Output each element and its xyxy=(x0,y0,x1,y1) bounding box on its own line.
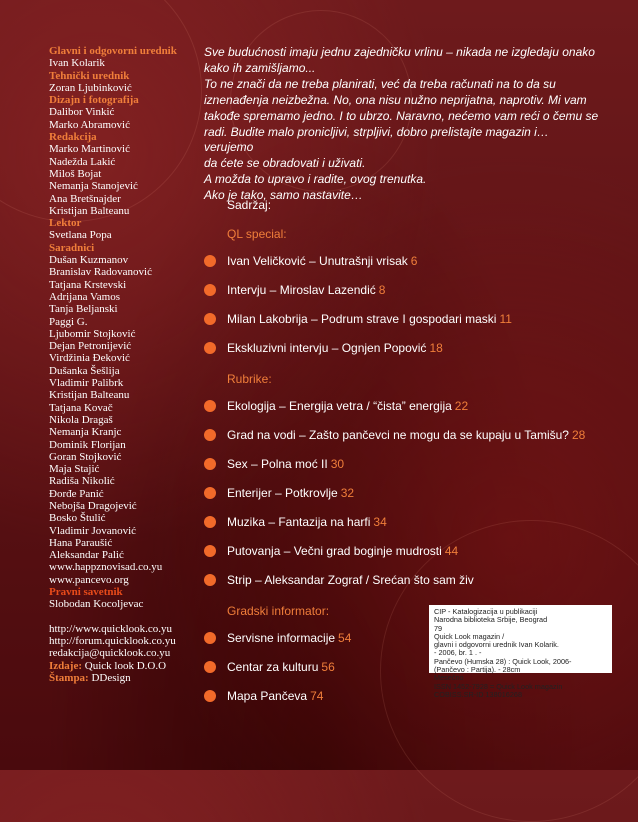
credit-role: Dizajn i fotografija xyxy=(49,94,139,107)
toc-page-number: 28 xyxy=(571,428,586,442)
cip-line: COBISS.SR-ID 138016268 xyxy=(434,689,523,699)
bullet-icon xyxy=(204,690,216,702)
toc-entry-label: Milan Lakobrija – Podrum strave I gospodari maski xyxy=(227,312,497,326)
toc-page-number: 30 xyxy=(330,457,345,471)
credit-name: Ivan Kolarik xyxy=(49,57,105,70)
cip-record-box xyxy=(429,605,612,699)
credit-name: Bosko Štulić xyxy=(49,512,106,525)
toc-entry[interactable] xyxy=(204,283,385,297)
toc-entry-label: Ekologija – Energija vetra / “čista” energija xyxy=(227,399,452,413)
credit-name: Maja Stajić xyxy=(49,463,100,476)
toc-section-title: QL special: xyxy=(227,227,287,241)
credit-name: Dominik Florijan xyxy=(49,438,126,451)
credit-name: www.happznovisad.co.yu xyxy=(49,561,163,574)
credit-name: Branislav Radovanović xyxy=(49,266,152,279)
intro-line: Sve budućnosti imaju jednu zajedničku vrlinu – nikada ne izgledaju onako xyxy=(204,45,595,59)
credit-name: Nebojša Dragojević xyxy=(49,499,137,512)
credit-name: Nikola Dragaš xyxy=(49,413,113,426)
cip-line: Narodna biblioteka Srbije, Beograd xyxy=(434,615,548,625)
credit-name: Đorđe Panić xyxy=(49,487,104,500)
bullet-icon xyxy=(204,458,216,470)
intro-line: da ćete se obradovati i uživati. xyxy=(204,156,366,171)
bullet-icon xyxy=(204,632,216,644)
toc-heading: Sadržaj: xyxy=(227,198,272,212)
bullet-icon xyxy=(204,487,216,499)
credit-name: Marko Abramović xyxy=(49,118,130,131)
toc-entry[interactable] xyxy=(204,660,335,674)
bullet-icon xyxy=(204,400,216,412)
cip-line: - 2006, br. 1 . - xyxy=(434,648,482,658)
credit-name: Adrijana Vamos xyxy=(49,290,120,303)
credit-name: Virdžinia Đeković xyxy=(49,352,130,365)
toc-entry-label: Sex – Polna moć II xyxy=(227,457,328,471)
toc-entry-label: Ivan Veličković – Unutrašnji vrisak xyxy=(227,254,408,268)
toc-entry[interactable] xyxy=(204,486,354,500)
contact-link[interactable]: redakcija@quicklook.co.yu xyxy=(49,647,171,660)
toc-section-title: Gradski informator: xyxy=(227,604,330,618)
toc-entry[interactable] xyxy=(204,515,387,529)
toc-entry[interactable] xyxy=(204,573,474,587)
credit-name: Zoran Ljubinković xyxy=(49,81,132,94)
intro-line: To ne znači da ne treba planirati, već da treba računati na to da su xyxy=(204,76,556,91)
credit-role: Saradnici xyxy=(49,241,95,254)
toc-page-number: 11 xyxy=(499,312,512,326)
toc-page-number: 22 xyxy=(454,399,469,413)
toc-page-number: 56 xyxy=(321,660,335,674)
credit-name: Radiša Nikolić xyxy=(49,475,115,488)
credit-name: Goran Stojković xyxy=(49,450,122,463)
toc-entry[interactable] xyxy=(204,457,344,471)
cip-line: Pančevo (Humska 28) : Quick Look, 2006- xyxy=(434,656,572,666)
intro-line: Ako je tako, samo nastavite… xyxy=(204,188,363,203)
credit-name: Nemanja Stanojević xyxy=(49,180,138,193)
bullet-icon xyxy=(204,342,216,354)
cip-line: Mesečno xyxy=(434,673,464,683)
toc-page-number: 34 xyxy=(373,515,387,529)
toc-entry-label: Intervju – Miroslav Lazendić xyxy=(227,283,376,297)
toc-entry-label: Centar za kulturu xyxy=(227,660,319,674)
toc-entry[interactable] xyxy=(204,428,585,442)
toc-page-number: 18 xyxy=(429,341,443,355)
credit-role: Redakcija xyxy=(49,131,97,144)
credit-name: Hana Paraušić xyxy=(49,536,113,549)
credit-name: Tatjana Krstevski xyxy=(49,278,127,291)
cip-line: CIP - Katalogizacija u publikaciji xyxy=(434,607,538,616)
toc-entry[interactable] xyxy=(204,631,351,645)
credit-name: www.pancevo.org xyxy=(49,573,129,586)
toc-page-number: 8 xyxy=(378,283,386,297)
toc-entry-label: Putovanja – Večni grad boginje mudrosti xyxy=(227,544,442,558)
bullet-icon xyxy=(204,516,216,528)
credit-name: Vladimir Jovanović xyxy=(49,524,137,537)
credit-name: Svetlana Popa xyxy=(49,229,112,242)
toc-entry-label: Ekskluzivni intervju – Ognjen Popović xyxy=(227,341,427,355)
toc-entry[interactable] xyxy=(204,341,443,355)
toc-entry-label: Muzika – Fantazija na harfi xyxy=(227,515,371,529)
credit-name: Nemanja Kranjc xyxy=(49,426,122,439)
print-line xyxy=(49,672,199,684)
toc-page-number: 54 xyxy=(338,631,352,645)
credit-name: Dušan Kuzmanov xyxy=(49,254,129,267)
publisher-line xyxy=(49,660,199,672)
credit-role: Lektor xyxy=(49,217,82,230)
toc-entry-label: Strip – Aleksandar Zograf / Srećan što sam živ xyxy=(227,573,474,587)
toc-page-number: 44 xyxy=(444,544,459,558)
contact-link[interactable]: http://www.quicklook.co.yu xyxy=(49,622,173,635)
credit-role: Glavni i odgovorni urednik xyxy=(49,45,177,57)
credit-name: Aleksandar Palić xyxy=(49,549,124,562)
credit-name: Kristijan Balteanu xyxy=(49,204,130,217)
credit-name: Dejan Petronijević xyxy=(49,340,132,353)
toc-entry[interactable] xyxy=(204,399,468,413)
bullet-icon xyxy=(204,284,216,296)
credit-name: Ljubomir Stojković xyxy=(49,327,136,340)
toc-entry[interactable] xyxy=(204,689,323,703)
bullet-icon xyxy=(204,661,216,673)
credit-name: Slobodan Kocoljevac xyxy=(49,598,144,611)
credit-name: Kristijan Balteanu xyxy=(49,389,130,402)
bullet-icon xyxy=(204,574,216,586)
bullet-icon xyxy=(204,313,216,325)
bullet-icon xyxy=(204,255,216,267)
toc-entry[interactable] xyxy=(204,254,417,268)
publisher-line-label: Izdaje: xyxy=(49,659,82,672)
cip-line: glavni i odgovorni urednik Ivan Kolarik. xyxy=(434,640,559,650)
spacer xyxy=(49,611,199,623)
credit-role: Pravni savetnik xyxy=(49,586,123,599)
credit-role: Tehnički urednik xyxy=(49,69,130,82)
masthead-credits xyxy=(49,45,199,684)
cip-line: Quick Look magazin / xyxy=(434,631,505,641)
toc-entry-label: Servisne informacije xyxy=(227,631,336,645)
credit-name: Marko Martinović xyxy=(49,143,130,156)
cip-line: (Pančevo : Partija). - 28cm xyxy=(434,665,521,675)
credit-name: Nadežda Lakić xyxy=(49,155,116,168)
intro-line: radi. Budite malo pronicljivi, strpljivi, dobro prelistajte magazin i… verujemo xyxy=(204,124,549,155)
intro-line: A možda to upravo i radite, ovog trenutka. xyxy=(204,172,427,187)
intro-line: iznenađenja neizbežna. No, ona nisu nužno neprijatna, naprotiv. Mi vam xyxy=(204,92,587,107)
credit-name: Paggi G. xyxy=(49,315,88,328)
editorial-intro xyxy=(204,45,599,204)
toc-entry[interactable] xyxy=(204,544,458,558)
cip-line: 79 xyxy=(434,623,443,633)
toc-section-title: Rubrike: xyxy=(227,372,272,386)
toc-page-number: 74 xyxy=(310,689,324,703)
credit-name: Miloš Bojat xyxy=(49,167,102,180)
toc-entry-label: Grad na vodi – Zašto pančevci ne mogu da se kupaju u Tamišu? xyxy=(227,428,569,442)
toc-entry-label: Mapa Pančeva xyxy=(227,689,308,703)
credit-name: Tanja Beljanski xyxy=(49,303,118,316)
credit-name: Dušanka Šešlija xyxy=(49,364,120,377)
toc-entry[interactable] xyxy=(204,312,512,326)
toc-page-number: 6 xyxy=(410,254,418,268)
credit-name: Dalibor Vinkić xyxy=(49,106,115,119)
bullet-icon xyxy=(204,429,216,441)
print-line-value: DDesign xyxy=(88,671,131,684)
credit-name: Tatjana Kovač xyxy=(49,401,113,414)
toc-entry-label: Enterijer – Potkrovlje xyxy=(227,486,338,500)
publisher-line-value: Quick look D.O.O xyxy=(82,659,167,672)
bullet-icon xyxy=(204,545,216,557)
credit-name: Vladimir Palibrk xyxy=(49,377,124,390)
contact-link[interactable]: http://forum.quicklook.co.yu xyxy=(49,634,176,647)
intro-line: kako ih zamišljamo... xyxy=(204,60,316,75)
intro-line: takođe spremamo jedno. I to ubrzo. Naravno, nećemo vam reći o čemu se xyxy=(204,108,599,123)
credit-name: Ana Bretšnajder xyxy=(49,192,121,205)
toc-page-number: 32 xyxy=(340,486,355,500)
print-line-label: Štampa: xyxy=(49,671,89,684)
cip-line: ISSN 1452-7928 = Quick Look magazin xyxy=(434,681,563,691)
